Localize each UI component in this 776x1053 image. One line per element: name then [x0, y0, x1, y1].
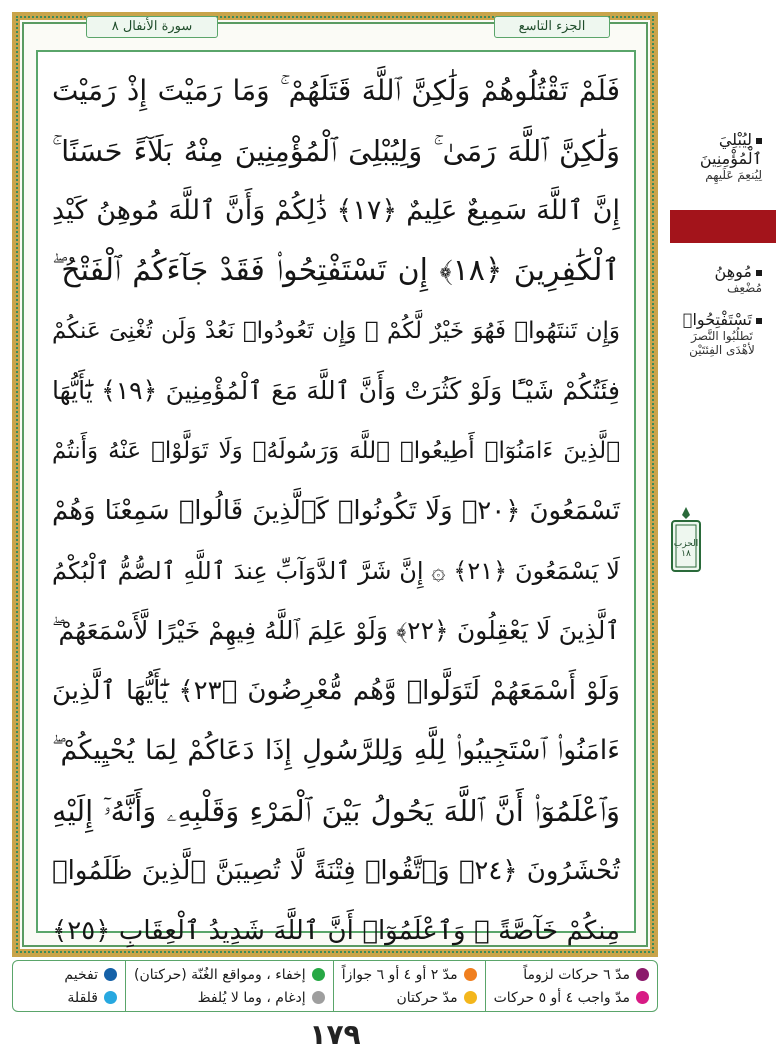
legend-column — [485, 961, 657, 1011]
bullet-icon — [756, 138, 762, 144]
hizb-label: الحزب ١٨ — [673, 539, 699, 559]
legend-dot-icon — [312, 991, 325, 1004]
legend-column — [125, 961, 333, 1011]
verse-line: ٱلْكَٰفِرِينَ ﴿١٨﴾ إِن تَسْتَفْتِحُوا۟ فَقَدْ جَآءَكُمُ ٱلْفَتْحُ ۖ — [52, 253, 620, 288]
gloss-meaning: مُضْعِف — [726, 281, 762, 295]
legend-label: تفخيم — [64, 966, 98, 983]
bullet-icon — [756, 318, 762, 324]
legend-label: مدّ ٢ أو ٤ أو ٦ جوازاً — [341, 966, 458, 983]
verse-lines — [38, 52, 634, 946]
verse-text-area — [36, 50, 636, 946]
mushaf-page-frame — [12, 12, 658, 957]
verse-line: ءَامَنُوا۟ ٱسْتَجِيبُوا۟ لِلَّهِ وَلِلرَّسُولِ إِذَا دَعَاكُمْ لِمَا يُحْيِيكُمْ ۖ — [52, 735, 620, 766]
verse-line: تَسْمَعُونَ ﴿٢٠﴾ وَلَا تَكُونُوا۟ كَٱلَّذِينَ قَالُوا۟ سَمِعْنَا وَهُمْ — [52, 496, 620, 526]
legend-dot-icon — [636, 968, 649, 981]
surah-label: سورة الأنفال ٨ — [86, 16, 218, 38]
bookmark-ribbon — [670, 210, 776, 243]
legend-label: مدّ ٦ حركات لزوماً — [523, 966, 630, 983]
verse-line: إِنَّ ٱللَّهَ سَمِيعٌ عَلِيمٌ ﴿١٧﴾ ذَٰلِكُمْ وَأَنَّ ٱللَّهَ مُوهِنُ كَيْدِ — [52, 195, 620, 226]
legend-dot-icon — [104, 991, 117, 1004]
legend-dot-icon — [636, 991, 649, 1004]
legend-label: مدّ حركتان — [396, 989, 458, 1006]
verse-line: فِئَتُكُمْ شَيْـًٔا وَلَوْ كَثُرَتْ وَأَنَّ ٱللَّهَ مَعَ ٱلْمُؤْمِنِينَ ﴿١٩﴾ يَٰٓأَيُّهَا — [52, 376, 620, 405]
verse-line: فَلَمْ تَقْتُلُوهُمْ وَلَٰكِنَّ ٱللَّهَ قَتَلَهُمْ ۚ وَمَا رَمَيْتَ إِذْ رَمَيْتَ — [52, 74, 620, 107]
legend-column — [56, 961, 125, 1011]
verse-line: وَلَوْ أَسْمَعَهُمْ لَتَوَلَّوا۟ وَّهُم مُّعْرِضُونَ ﴿٢٣﴾ يَٰٓأَيُّهَا ٱلَّذِينَ — [52, 676, 620, 706]
juz-label: الجزء التاسع — [494, 16, 610, 38]
sidebar-gloss-1 — [668, 130, 762, 182]
gloss-meaning: تَطلُبُوا النَّصرَ لأهْدَى الفِئتَيْن — [689, 329, 755, 357]
legend-dot-icon — [464, 991, 477, 1004]
gloss-meaning: لِيُنعِمَ عَلَيهِم — [705, 168, 762, 182]
legend-label: إدغام ، وما لا يُلفظ — [197, 989, 306, 1006]
tajweed-legend — [12, 960, 658, 1012]
gloss-word: تَسْتَفْتِحُوا۟ — [682, 310, 752, 329]
page-number: ١٧٩ — [309, 1018, 361, 1051]
legend-dot-icon — [464, 968, 477, 981]
legend-column — [333, 961, 485, 1011]
legend-dot-icon — [312, 968, 325, 981]
verse-line: لَا يَسْمَعُونَ ﴿٢١﴾ ۞ إِنَّ شَرَّ ٱلدَّوَآبِّ عِندَ ٱللَّهِ ٱلصُّمُّ ٱلْبُكْمُ — [52, 557, 620, 585]
sidebar-gloss-2 — [668, 262, 762, 295]
bullet-icon — [756, 270, 762, 276]
verse-line: ٱلَّذِينَ لَا يَعْقِلُونَ ﴿٢٢﴾ وَلَوْ عَلِمَ ٱللَّهُ فِيهِمْ خَيْرًا لَّأَسْمَعَهُمْ ۖ — [52, 616, 620, 645]
legend-label: مدّ واجب ٤ أو ٥ حركات — [493, 989, 630, 1006]
legend-label: إخفاء ، ومواقع الغُنّة (حركتان) — [133, 966, 306, 983]
verse-line: وَٱعْلَمُوٓا۟ أَنَّ ٱللَّهَ يَحُولُ بَيْنَ ٱلْمَرْءِ وَقَلْبِهِۦ وَأَنَّهُۥٓ إِلَيْهِ — [52, 794, 620, 828]
gloss-word: لِيُبْلِيَ ٱلْمُؤْمِنِينَ — [699, 130, 762, 168]
verse-line: ٱلَّذِينَ ءَامَنُوٓا۟ أَطِيعُوا۟ ٱللَّهَ وَرَسُولَهُۥ وَلَا تَوَلَّوْا۟ عَنْهُ وَأَنتُمْ — [52, 438, 620, 464]
legend-dot-icon — [104, 968, 117, 981]
verse-line: وَإِن تَنتَهُوا۟ فَهُوَ خَيْرٌ لَّكُمْ ۖ وَإِن تَعُودُوا۟ نَعُدْ وَلَن تُغْنِىَ عَنكُمْ — [52, 318, 620, 344]
verse-line: مِنكُمْ خَآصَّةً ۖ وَٱعْلَمُوٓا۟ أَنَّ ٱللَّهَ شَدِيدُ ٱلْعِقَابِ ﴿٢٥﴾ — [52, 916, 620, 946]
verse-line: وَلَٰكِنَّ ٱللَّهَ رَمَىٰ ۚ وَلِيُبْلِىَ ٱلْمُؤْمِنِينَ مِنْهُ بَلَآءً حَسَنًا ۚ — [52, 134, 620, 168]
sidebar-gloss-3 — [668, 310, 762, 357]
gloss-word: مُوهِنُ — [714, 262, 752, 281]
hizb-marker — [668, 505, 704, 575]
legend-label: قلقلة — [67, 989, 98, 1006]
verse-line: تُحْشَرُونَ ﴿٢٤﴾ وَٱتَّقُوا۟ فِتْنَةً لَّا تُصِيبَنَّ ٱلَّذِينَ ظَلَمُوا۟ — [52, 856, 620, 886]
